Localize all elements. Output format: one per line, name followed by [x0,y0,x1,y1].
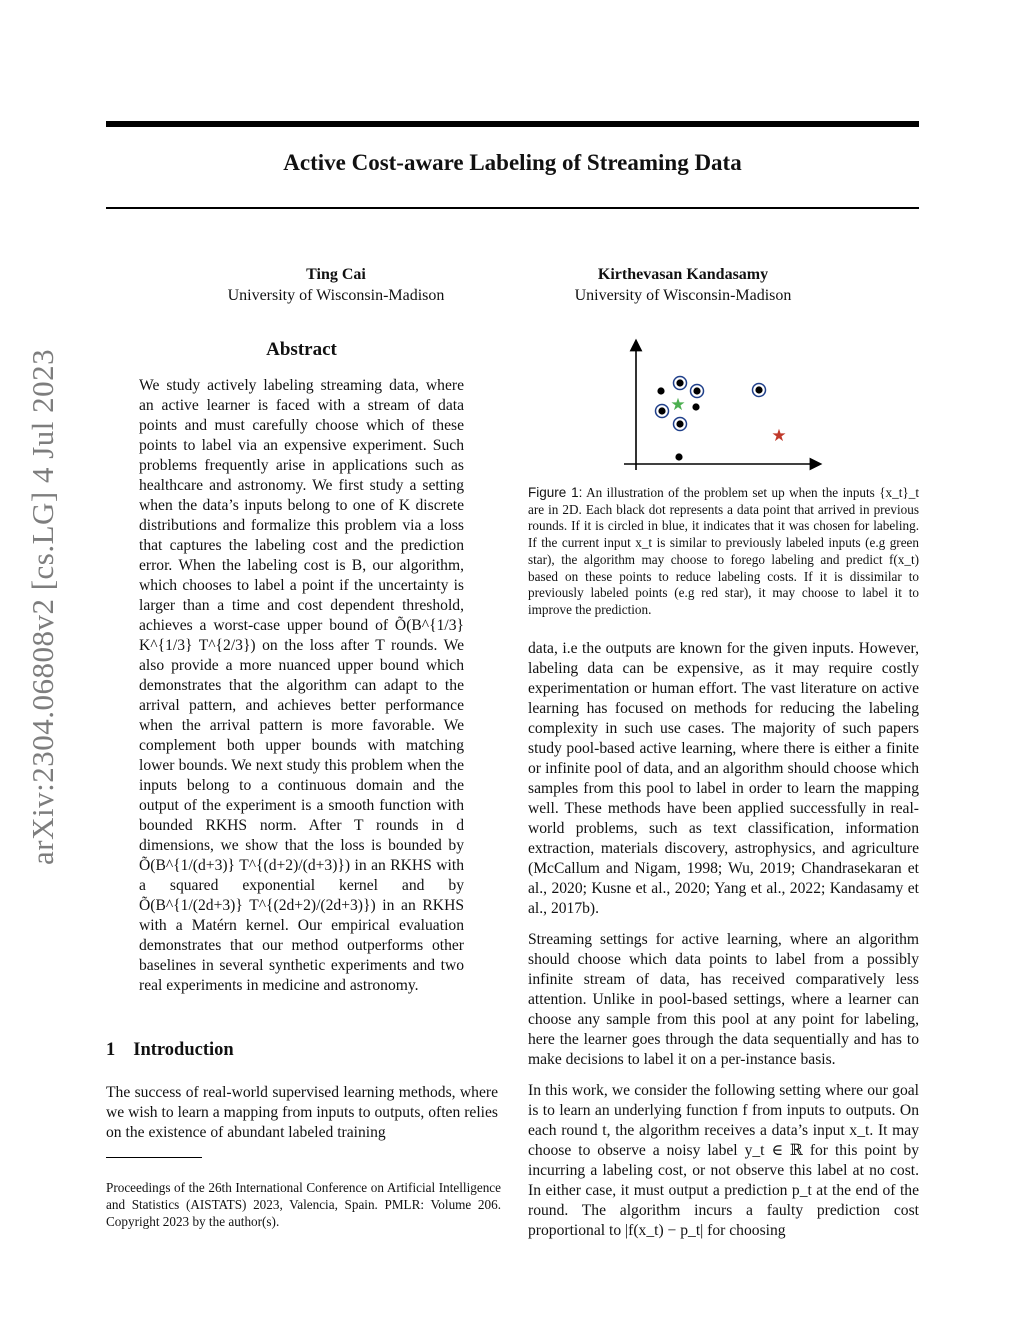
section-number: 1 [106,1040,116,1060]
paper-title: Active Cost-aware Labeling of Streaming Data [283,150,742,175]
intro-paragraph: The success of real-world supervised learning methods, where we wish to learn a mapping from inputs to outputs, often relies on the existence of abundant labeled training [106,1084,498,1141]
author-affiliation: University of Wisconsin-Madison [227,287,445,304]
red-star-icon: ★ [771,426,787,446]
data-point [693,387,700,394]
data-point [675,453,682,460]
section-heading [106,1040,234,1061]
author-name: Kirthevasan Kandasamy [597,266,769,283]
arxiv-stamp[interactable]: arXiv:2304.06808v2 [cs.LG] 4 Jul 2023 [25,348,60,865]
data-point [692,403,699,410]
intro-paragraph: Streaming settings for active learning, where an algorithm should choose which data points to label from a possibly infinite stream of data, has received comparatively less attention. Unlike in pool-based settings, where a learner can choose any sample from this pool at any point for labeling, here the learner goes through the data sequentially and has to make decisions to label it on a per-instance basis. [528,931,919,1068]
figure-1-plot [560,335,890,480]
figure-label: Figure 1: [528,485,583,500]
intro-paragraph: data, i.e the outputs are known for the given inputs. However, labeling data can be expensive, as it may require costly experimentation or human effort. The vast literature on active learning has focused on methods for reducing the labeling complexity in such use cases. The majority of such papers study pool-based active learning, where there is either a finite or infinite pool of data, and an algorithm should choose which samples from this pool to label in order to learn the mapping well. These methods have been applied successfully in real-world problems, such as text classification, information extraction, materials discovery, astrophysics, and agriculture (McCallum and Nigam, 1998; Wu, 2019; Chandrasekaran et al., 2020; Kusne et al., 2020; Yang et al., 2022; Kandasamy et al., 2017b). [528,640,919,917]
footnote-text: Proceedings of the 26th International Conference on Artificial Intelligence and Statistics (AISTATS) 2023, Valencia, Spain. PMLR: Volume 206. Copyright 2023 by the author(s). [106,1180,501,1229]
intro-right-column [528,639,919,1252]
data-point [658,407,665,414]
data-point [755,386,762,393]
intro-paragraph: In this work, we consider the following setting where our goal is to learn an underlying function f from inputs to outputs. On each round t, the algorithm receives a data’s input x_t. It may choose to observe a noisy label y_t ∈ ℝ for this point by incurring a labeling cost, or not observe this label at no cost. In either case, it must output a prediction p_t at the end of the round. The algorithm incurs a faulty prediction cost proportional to |f(x_t) − p_t| for choosing [528,1082,919,1239]
abstract-text: We study actively labeling streaming data, where an active learner is faced with a stream of data points and must carefully choose which of these points to label via an expensive experiment. Such problems frequently arise in applications such as healthcare and astronomy. We first study a setting when the data’s inputs belong to one of K discrete distributions and formalize this problem via a loss that captures the labeling cost and the prediction error. When the labeling cost is B, our algorithm, which chooses to label a point if the uncertainty is larger than a time and cost dependent threshold, achieves a worst-case upper bound of Õ(B^{1/3} K^{1/3} T^{2/3}) on the loss after T rounds. We also provide a more nuanced upper bound which demonstrates that the algorithm can adapt to the arrival pattern, and achieves better performance when the arrival pattern is more favorable. We complement both upper bounds with matching lower bounds. We next study this problem when the inputs belong to a continuous domain and the output of the experiment is a smooth function with bounded RKHS norm. After T rounds in d dimensions, we show that the loss is bounded by Õ(B^{1/(d+3)} T^{(d+2)/(d+3)}) in an RKHS with a squared exponential kernel and by Õ(B^{1/(2d+3)} T^{(2d+2)/(2d+3)}) in an RKHS with a Matérn kernel. Our empirical evaluation demonstrates that our method outperforms other baselines in several synthetic experiments and two real experiments in medicine and astronomy. [139,377,464,994]
footnote [106,1179,501,1230]
intro-left-column [106,1083,498,1143]
abstract-heading: Abstract [266,339,337,360]
figure-caption-text: An illustration of the problem set up when the inputs {x_t}_t are in 2D. Each black dot represents a data point that arrived in previous rounds. If it is circled in blue, it indicates that it was chosen for labeling. If the current input x_t is similar to previously labeled inputs (e.g green star), the algorithm may choose to forego labeling and predict f(x_t) based on these points to reduce labeling costs. If it is dissimilar to previously labeled points (e.g red star), it may choose to label it to improve the prediction. [528,485,919,617]
data-point [676,420,683,427]
author-block-1 [186,264,486,306]
section-title: Introduction [133,1040,234,1060]
author-block-2 [533,264,833,306]
author-affiliation: University of Wisconsin-Madison [574,287,792,304]
green-star-icon: ★ [670,395,686,415]
figure-1-caption [528,485,919,619]
author-name: Ting Cai [306,266,366,283]
footnote-rule [106,1157,202,1158]
abstract-body [139,376,464,996]
data-point [657,387,664,394]
data-point [676,379,683,386]
title-rule-top [106,121,919,127]
title-rule-bottom [106,207,919,209]
figure-1 [560,335,890,480]
